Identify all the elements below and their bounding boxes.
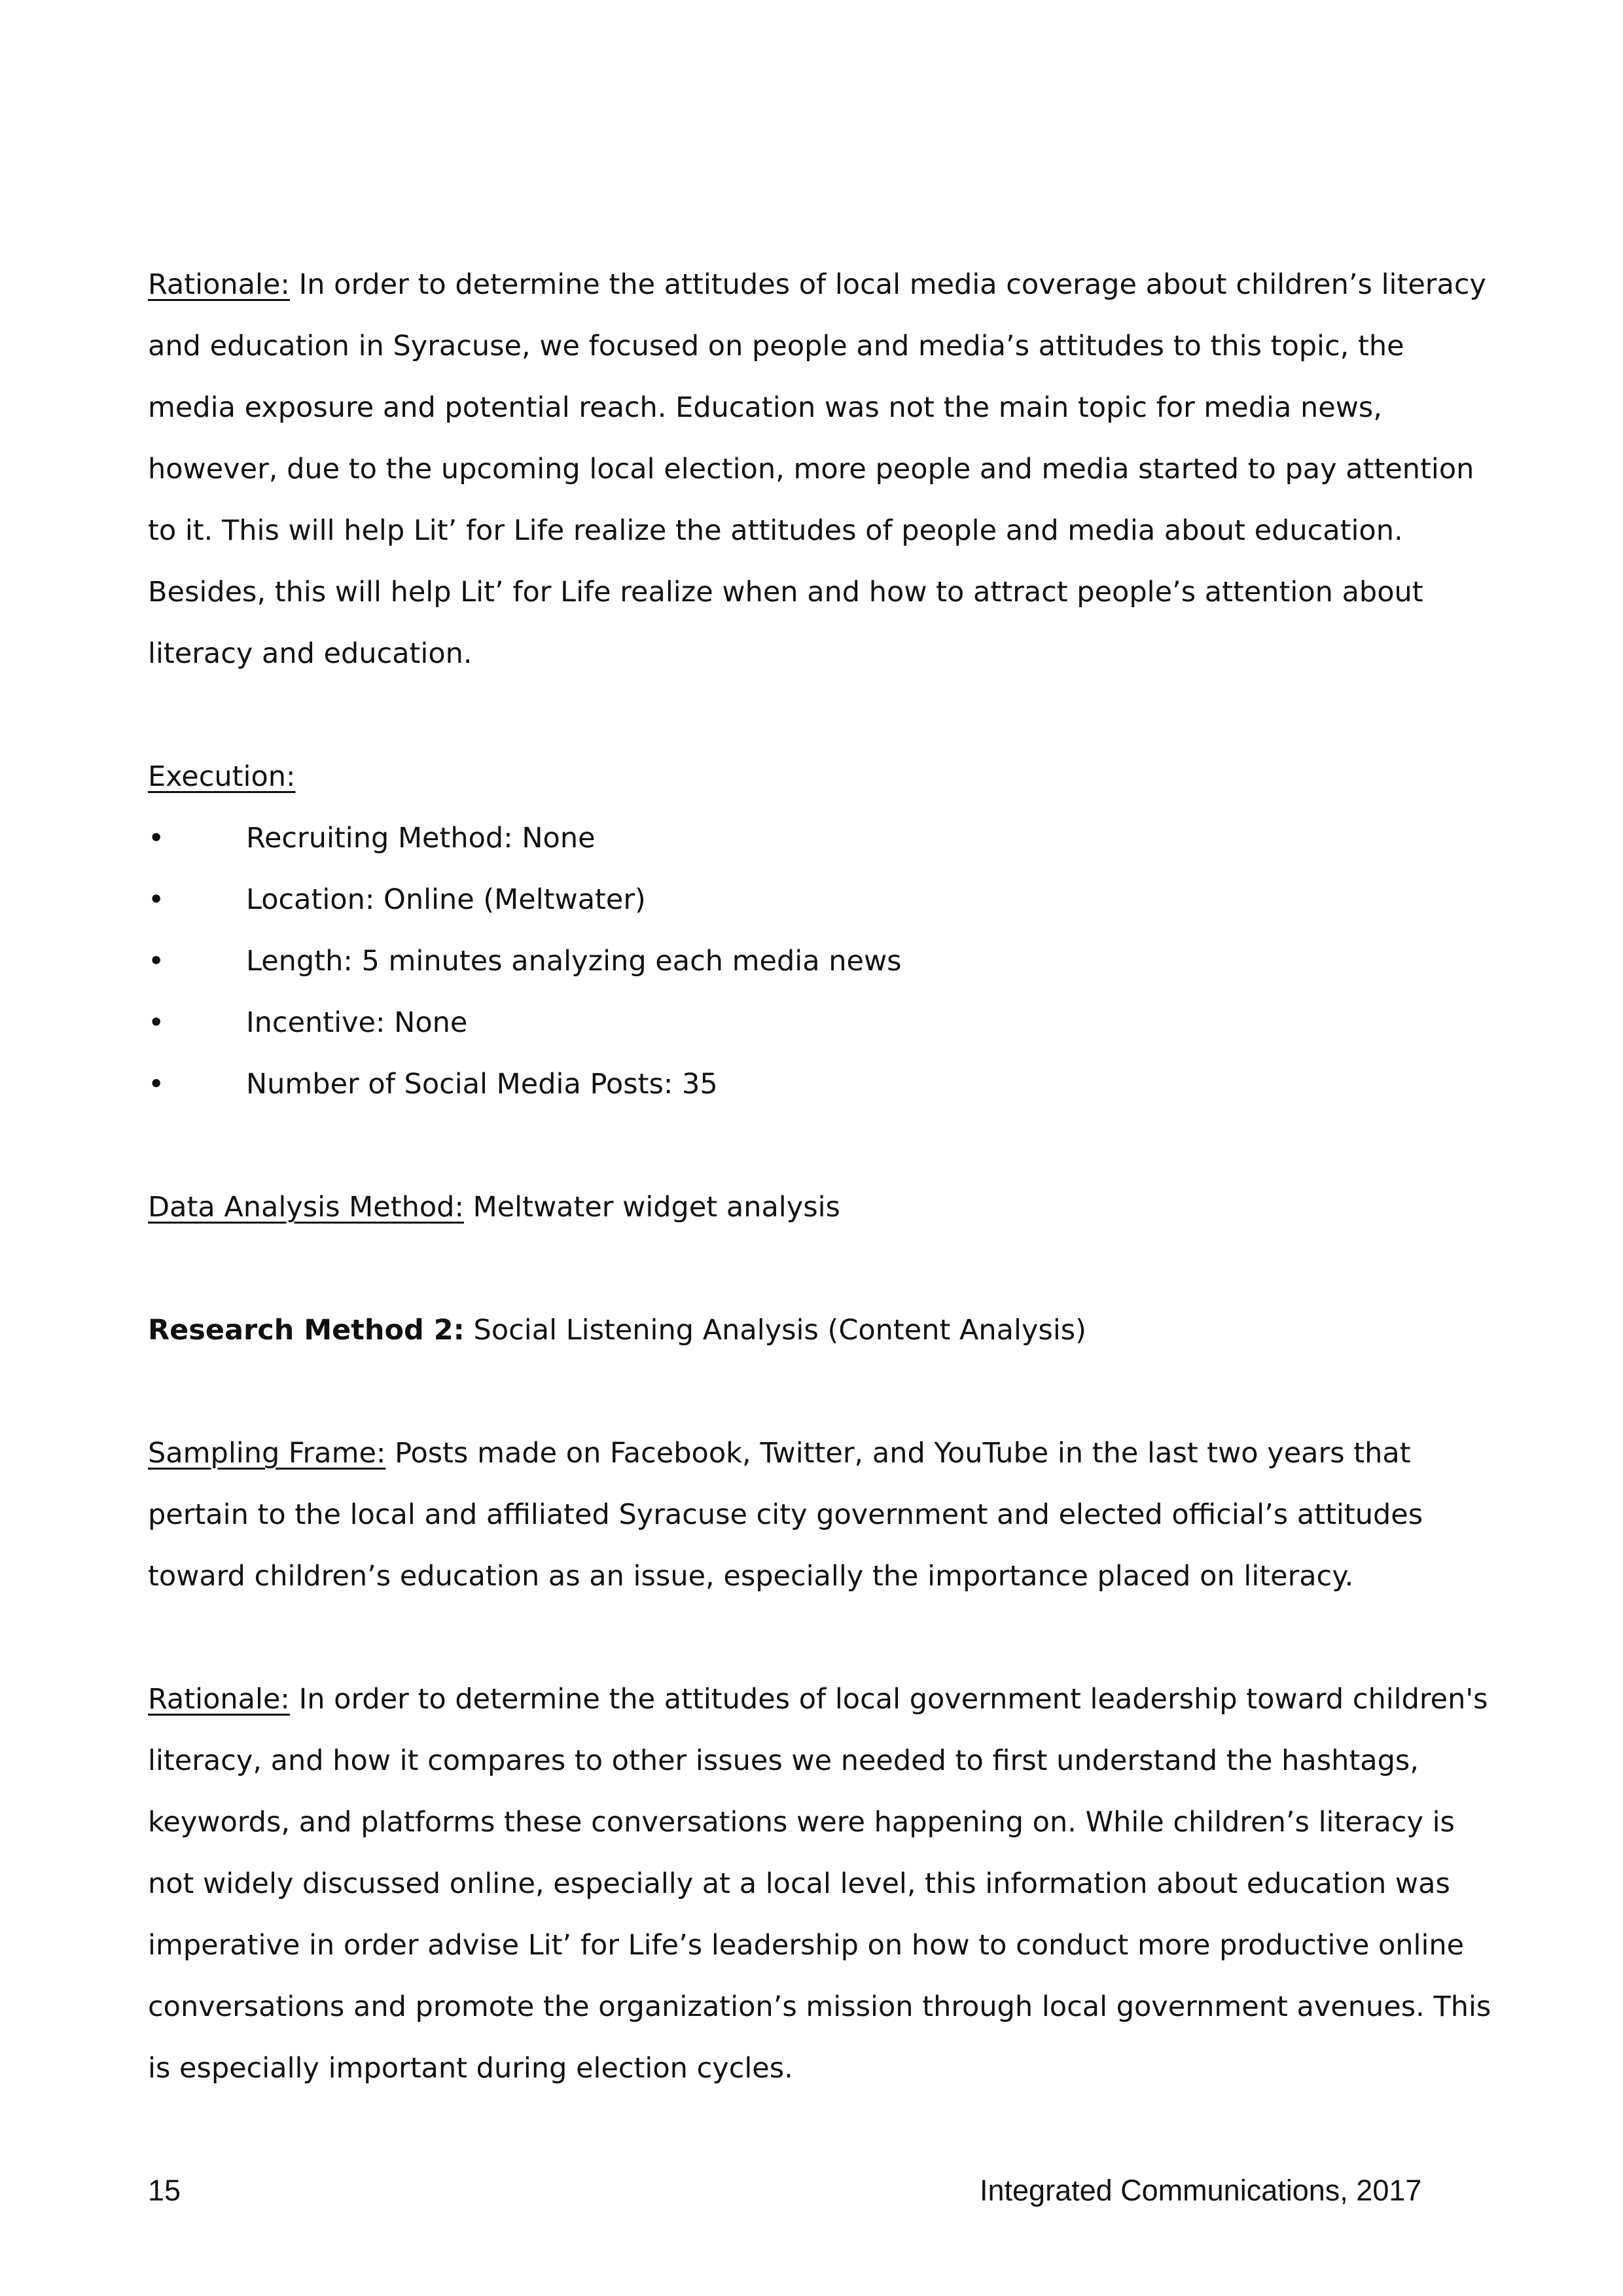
rationale-paragraph-2	[148, 1669, 1496, 2099]
list-item	[148, 869, 1496, 930]
sampling-frame-text: Posts made on Facebook, Twitter, and YouTube in the last two years that pertain to the local and affiliated Syracuse city government and elected official’s attitudes toward children’s education as an issue, especially the importance placed on literacy.	[148, 1437, 1423, 1593]
list-item	[148, 992, 1496, 1053]
research-method-label: Research Method 2:	[148, 1314, 465, 1347]
bullet-icon: •	[148, 1068, 165, 1101]
rationale-paragraph-1	[148, 254, 1496, 684]
rationale-text-1: In order to determine the attitudes of local media coverage about children’s literacy and education in Syracuse, we focused on people and media’s attitudes to this topic, the media exposure and potential reach. Education was not the main topic for media news, however, due to the upcoming local election, more people and media started to pay attention to it. This will help Lit’ for Life realize the attitudes of people and media about education. Besides, this will help Lit’ for Life realize when and how to attract people’s attention about literacy and education.	[148, 268, 1486, 670]
list-item	[148, 930, 1496, 992]
list-item-text: Recruiting Method: None	[246, 822, 596, 855]
list-item-text: Number of Social Media Posts: 35	[246, 1068, 718, 1101]
list-item	[148, 807, 1496, 869]
rationale-label-1: Rationale:	[148, 268, 290, 301]
spacer	[148, 1238, 1496, 1299]
page-content	[148, 254, 1496, 2099]
execution-label: Execution:	[148, 760, 296, 793]
execution-list	[148, 807, 1496, 1115]
spacer	[148, 1361, 1496, 1422]
sampling-frame-label: Sampling Frame:	[148, 1437, 386, 1470]
bullet-icon: •	[148, 1006, 165, 1039]
execution-heading	[148, 746, 1496, 807]
list-item-text: Incentive: None	[246, 1006, 468, 1039]
spacer	[148, 1115, 1496, 1176]
footer-text: Integrated Communications, 2017	[980, 2174, 1422, 2207]
research-method-heading	[148, 1299, 1496, 1361]
bullet-icon: •	[148, 822, 165, 855]
rationale-text-2: In order to determine the attitudes of local government leadership toward children's literacy, and how it compares to other issues we needed to first understand the hashtags, keywords, and platforms these conversations were happening on. While children’s literacy is not widely discussed online, especially at a local level, this information about education was imperative in order advise Lit’ for Life’s leadership on how to conduct more productive online conversations and promote the organization’s mission through local government avenues. This is especially important during election cycles.	[148, 1683, 1491, 2085]
spacer	[148, 684, 1496, 746]
list-item	[148, 1053, 1496, 1115]
list-item-text: Length: 5 minutes analyzing each media news	[246, 945, 902, 978]
data-analysis-label: Data Analysis Method:	[148, 1191, 464, 1224]
spacer	[148, 1607, 1496, 1669]
bullet-icon: •	[148, 945, 165, 978]
page-number: 15	[148, 2174, 181, 2207]
bullet-icon: •	[148, 883, 165, 916]
data-analysis-paragraph	[148, 1176, 1496, 1238]
list-item-text: Location: Online (Meltwater)	[246, 883, 646, 916]
research-method-text: Social Listening Analysis (Content Analysis)	[473, 1314, 1086, 1347]
data-analysis-text: Meltwater widget analysis	[473, 1191, 840, 1224]
rationale-label-2: Rationale:	[148, 1683, 290, 1716]
sampling-frame-paragraph	[148, 1422, 1496, 1607]
